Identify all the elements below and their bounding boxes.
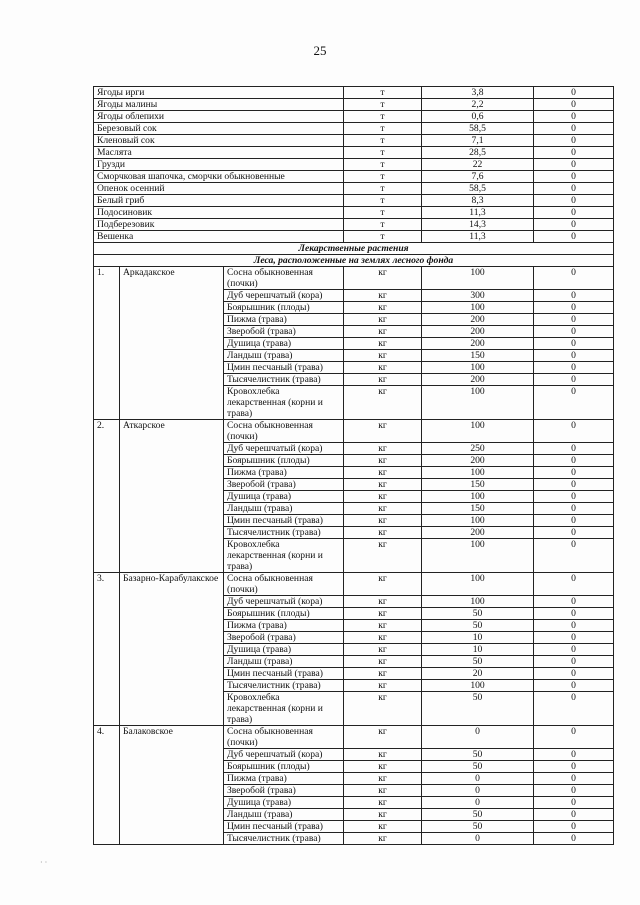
unit-cell: кг: [344, 455, 422, 467]
resource-name: Маслята: [94, 147, 344, 159]
extra-value-cell: 0: [534, 797, 614, 809]
table-row: [94, 207, 614, 219]
plant-name: Зверобой (трава): [224, 479, 344, 491]
value-cell: 300: [422, 290, 534, 302]
unit-cell: кг: [344, 668, 422, 680]
extra-value-cell: 0: [534, 231, 614, 243]
resource-table: [93, 86, 614, 845]
unit-cell: т: [344, 123, 422, 135]
plant-name: Ландыш (трава): [224, 350, 344, 362]
plant-name: Кровохлебка лекарственная (корни и трава): [224, 692, 344, 726]
value-cell: 100: [422, 596, 534, 608]
extra-value-cell: 0: [534, 809, 614, 821]
table-row: [94, 111, 614, 123]
unit-cell: кг: [344, 338, 422, 350]
plant-name: Тысячелистник (трава): [224, 527, 344, 539]
unit-cell: т: [344, 207, 422, 219]
table-row: [94, 420, 614, 443]
extra-value-cell: 0: [534, 87, 614, 99]
district-name: Аркадакское: [120, 267, 224, 420]
plant-name: Тысячелистник (трава): [224, 374, 344, 386]
unit-cell: кг: [344, 644, 422, 656]
value-cell: 0: [422, 797, 534, 809]
unit-cell: кг: [344, 314, 422, 326]
value-cell: 50: [422, 761, 534, 773]
extra-value-cell: 0: [534, 515, 614, 527]
extra-value-cell: 0: [534, 608, 614, 620]
section-row: [94, 243, 614, 255]
unit-cell: кг: [344, 726, 422, 749]
extra-value-cell: 0: [534, 785, 614, 797]
value-cell: 200: [422, 455, 534, 467]
plant-name: Пижма (трава): [224, 773, 344, 785]
resource-name: Грузди: [94, 159, 344, 171]
table-row: [94, 267, 614, 290]
unit-cell: кг: [344, 302, 422, 314]
extra-value-cell: 0: [534, 386, 614, 420]
resource-name: Кленовый сок: [94, 135, 344, 147]
plant-name: Дуб черешчатый (кора): [224, 749, 344, 761]
unit-cell: кг: [344, 527, 422, 539]
plant-name: Зверобой (трава): [224, 326, 344, 338]
unit-cell: кг: [344, 656, 422, 668]
extra-value-cell: 0: [534, 726, 614, 749]
extra-value-cell: 0: [534, 833, 614, 845]
subsection-title: Леса, расположенные на землях лесного фонда: [94, 255, 614, 267]
extra-value-cell: 0: [534, 207, 614, 219]
resource-name: Подосиновик: [94, 207, 344, 219]
resource-name: Опенок осенний: [94, 183, 344, 195]
table-row: [94, 726, 614, 749]
extra-value-cell: 0: [534, 668, 614, 680]
resource-name: Ягоды облепихи: [94, 111, 344, 123]
extra-value-cell: 0: [534, 656, 614, 668]
extra-value-cell: 0: [534, 374, 614, 386]
table-row: [94, 195, 614, 207]
resource-name: Березовый сок: [94, 123, 344, 135]
value-cell: 0: [422, 726, 534, 749]
unit-cell: т: [344, 183, 422, 195]
value-cell: 0: [422, 773, 534, 785]
resource-name: Сморчковая шапочка, сморчки обыкновенные: [94, 171, 344, 183]
resource-name: Ягоды малины: [94, 99, 344, 111]
extra-value-cell: 0: [534, 147, 614, 159]
subsection-row: [94, 255, 614, 267]
value-cell: 50: [422, 608, 534, 620]
resource-name: Ягоды ирги: [94, 87, 344, 99]
district-number: 1.: [94, 267, 120, 420]
extra-value-cell: 0: [534, 467, 614, 479]
unit-cell: кг: [344, 785, 422, 797]
plant-name: Боярышник (плоды): [224, 455, 344, 467]
plant-name: Сосна обыкновенная (почки): [224, 573, 344, 596]
section-title: Лекарственные растения: [94, 243, 614, 255]
extra-value-cell: 0: [534, 692, 614, 726]
unit-cell: т: [344, 87, 422, 99]
unit-cell: т: [344, 171, 422, 183]
value-cell: 100: [422, 386, 534, 420]
extra-value-cell: 0: [534, 620, 614, 632]
value-cell: 100: [422, 362, 534, 374]
resource-name: Подберезовик: [94, 219, 344, 231]
unit-cell: кг: [344, 290, 422, 302]
unit-cell: кг: [344, 749, 422, 761]
extra-value-cell: 0: [534, 362, 614, 374]
plant-name: Сосна обыкновенная (почки): [224, 726, 344, 749]
value-cell: 150: [422, 503, 534, 515]
extra-value-cell: 0: [534, 195, 614, 207]
unit-cell: т: [344, 111, 422, 123]
unit-cell: кг: [344, 608, 422, 620]
plant-name: Сосна обыкновенная (почки): [224, 267, 344, 290]
unit-cell: т: [344, 231, 422, 243]
unit-cell: кг: [344, 821, 422, 833]
plant-name: Боярышник (плоды): [224, 302, 344, 314]
plant-name: Дуб черешчатый (кора): [224, 290, 344, 302]
plant-name: Боярышник (плоды): [224, 761, 344, 773]
extra-value-cell: 0: [534, 491, 614, 503]
value-cell: 2,2: [422, 99, 534, 111]
unit-cell: кг: [344, 596, 422, 608]
value-cell: 200: [422, 374, 534, 386]
extra-value-cell: 0: [534, 749, 614, 761]
table-row: [94, 573, 614, 596]
extra-value-cell: 0: [534, 680, 614, 692]
unit-cell: кг: [344, 362, 422, 374]
value-cell: 200: [422, 527, 534, 539]
value-cell: 100: [422, 515, 534, 527]
value-cell: 50: [422, 749, 534, 761]
unit-cell: кг: [344, 632, 422, 644]
value-cell: 0: [422, 785, 534, 797]
table-row: [94, 183, 614, 195]
plant-name: Пижма (трава): [224, 620, 344, 632]
unit-cell: кг: [344, 620, 422, 632]
plant-name: Цмин песчаный (трава): [224, 362, 344, 374]
extra-value-cell: 0: [534, 183, 614, 195]
plant-name: Душица (трава): [224, 797, 344, 809]
extra-value-cell: 0: [534, 455, 614, 467]
resource-name: Вешенка: [94, 231, 344, 243]
value-cell: 100: [422, 573, 534, 596]
extra-value-cell: 0: [534, 171, 614, 183]
value-cell: 7,1: [422, 135, 534, 147]
value-cell: 0: [422, 833, 534, 845]
value-cell: 200: [422, 326, 534, 338]
value-cell: 7,6: [422, 171, 534, 183]
value-cell: 150: [422, 350, 534, 362]
value-cell: 50: [422, 692, 534, 726]
unit-cell: кг: [344, 479, 422, 491]
value-cell: 100: [422, 680, 534, 692]
resource-name: Белый гриб: [94, 195, 344, 207]
value-cell: 100: [422, 267, 534, 290]
extra-value-cell: 0: [534, 527, 614, 539]
value-cell: 14,3: [422, 219, 534, 231]
extra-value-cell: 0: [534, 632, 614, 644]
value-cell: 50: [422, 656, 534, 668]
unit-cell: кг: [344, 443, 422, 455]
unit-cell: кг: [344, 773, 422, 785]
extra-value-cell: 0: [534, 135, 614, 147]
extra-value-cell: 0: [534, 479, 614, 491]
extra-value-cell: 0: [534, 314, 614, 326]
extra-value-cell: 0: [534, 219, 614, 231]
table-row: [94, 99, 614, 111]
district-name: Аткарское: [120, 420, 224, 573]
plant-name: Зверобой (трава): [224, 632, 344, 644]
value-cell: 50: [422, 809, 534, 821]
unit-cell: т: [344, 99, 422, 111]
table-row: [94, 123, 614, 135]
unit-cell: т: [344, 195, 422, 207]
unit-cell: кг: [344, 833, 422, 845]
value-cell: 0,6: [422, 111, 534, 123]
plant-name: Сосна обыкновенная (почки): [224, 420, 344, 443]
extra-value-cell: 0: [534, 761, 614, 773]
unit-cell: кг: [344, 267, 422, 290]
plant-name: Зверобой (трава): [224, 785, 344, 797]
value-cell: 22: [422, 159, 534, 171]
extra-value-cell: 0: [534, 159, 614, 171]
table-row: [94, 231, 614, 243]
plant-name: Боярышник (плоды): [224, 608, 344, 620]
plant-name: Душица (трава): [224, 644, 344, 656]
unit-cell: кг: [344, 374, 422, 386]
district-number: 4.: [94, 726, 120, 845]
value-cell: 8,3: [422, 195, 534, 207]
table-row: [94, 219, 614, 231]
plant-name: Дуб черешчатый (кора): [224, 596, 344, 608]
extra-value-cell: 0: [534, 573, 614, 596]
value-cell: 10: [422, 644, 534, 656]
plant-name: Тысячелистник (трава): [224, 833, 344, 845]
unit-cell: т: [344, 135, 422, 147]
district-number: 2.: [94, 420, 120, 573]
value-cell: 200: [422, 338, 534, 350]
value-cell: 100: [422, 491, 534, 503]
unit-cell: т: [344, 147, 422, 159]
table-row: [94, 147, 614, 159]
plant-name: Ландыш (трава): [224, 809, 344, 821]
plant-name: Кровохлебка лекарственная (корни и трава): [224, 539, 344, 573]
value-cell: 58,5: [422, 123, 534, 135]
plant-name: Дуб черешчатый (кора): [224, 443, 344, 455]
unit-cell: кг: [344, 797, 422, 809]
plant-name: Тысячелистник (трава): [224, 680, 344, 692]
value-cell: 11,3: [422, 207, 534, 219]
scan-mark: · ·: [40, 858, 48, 867]
value-cell: 58,5: [422, 183, 534, 195]
extra-value-cell: 0: [534, 267, 614, 290]
value-cell: 50: [422, 821, 534, 833]
value-cell: 20: [422, 668, 534, 680]
plant-name: Пижма (трава): [224, 314, 344, 326]
plant-name: Цмин песчаный (трава): [224, 515, 344, 527]
value-cell: 100: [422, 302, 534, 314]
extra-value-cell: 0: [534, 99, 614, 111]
unit-cell: т: [344, 219, 422, 231]
unit-cell: кг: [344, 491, 422, 503]
value-cell: 100: [422, 539, 534, 573]
unit-cell: кг: [344, 386, 422, 420]
extra-value-cell: 0: [534, 539, 614, 573]
plant-name: Душица (трава): [224, 338, 344, 350]
unit-cell: кг: [344, 467, 422, 479]
value-cell: 28,5: [422, 147, 534, 159]
extra-value-cell: 0: [534, 503, 614, 515]
unit-cell: кг: [344, 573, 422, 596]
plant-name: Ландыш (трава): [224, 656, 344, 668]
plant-name: Кровохлебка лекарственная (корни и трава): [224, 386, 344, 420]
value-cell: 50: [422, 620, 534, 632]
value-cell: 100: [422, 420, 534, 443]
table-row: [94, 159, 614, 171]
table-row: [94, 135, 614, 147]
value-cell: 3,8: [422, 87, 534, 99]
table-row: [94, 171, 614, 183]
extra-value-cell: 0: [534, 302, 614, 314]
plant-name: Цмин песчаный (трава): [224, 821, 344, 833]
unit-cell: кг: [344, 809, 422, 821]
district-number: 3.: [94, 573, 120, 726]
page-number: 25: [313, 43, 327, 58]
extra-value-cell: 0: [534, 350, 614, 362]
value-cell: 150: [422, 479, 534, 491]
extra-value-cell: 0: [534, 290, 614, 302]
value-cell: 11,3: [422, 231, 534, 243]
value-cell: 100: [422, 467, 534, 479]
value-cell: 10: [422, 632, 534, 644]
plant-name: Пижма (трава): [224, 467, 344, 479]
table-row: [94, 87, 614, 99]
district-name: Балаковское: [120, 726, 224, 845]
unit-cell: кг: [344, 539, 422, 573]
extra-value-cell: 0: [534, 338, 614, 350]
unit-cell: т: [344, 159, 422, 171]
value-cell: 250: [422, 443, 534, 455]
district-name: Базарно-Карабулакское: [120, 573, 224, 726]
value-cell: 200: [422, 314, 534, 326]
plant-name: Ландыш (трава): [224, 503, 344, 515]
unit-cell: кг: [344, 350, 422, 362]
unit-cell: кг: [344, 692, 422, 726]
extra-value-cell: 0: [534, 821, 614, 833]
extra-value-cell: 0: [534, 644, 614, 656]
extra-value-cell: 0: [534, 773, 614, 785]
extra-value-cell: 0: [534, 596, 614, 608]
plant-name: Цмин песчаный (трава): [224, 668, 344, 680]
unit-cell: кг: [344, 680, 422, 692]
unit-cell: кг: [344, 420, 422, 443]
unit-cell: кг: [344, 326, 422, 338]
extra-value-cell: 0: [534, 326, 614, 338]
extra-value-cell: 0: [534, 443, 614, 455]
extra-value-cell: 0: [534, 111, 614, 123]
unit-cell: кг: [344, 515, 422, 527]
unit-cell: кг: [344, 761, 422, 773]
extra-value-cell: 0: [534, 123, 614, 135]
extra-value-cell: 0: [534, 420, 614, 443]
unit-cell: кг: [344, 503, 422, 515]
plant-name: Душица (трава): [224, 491, 344, 503]
